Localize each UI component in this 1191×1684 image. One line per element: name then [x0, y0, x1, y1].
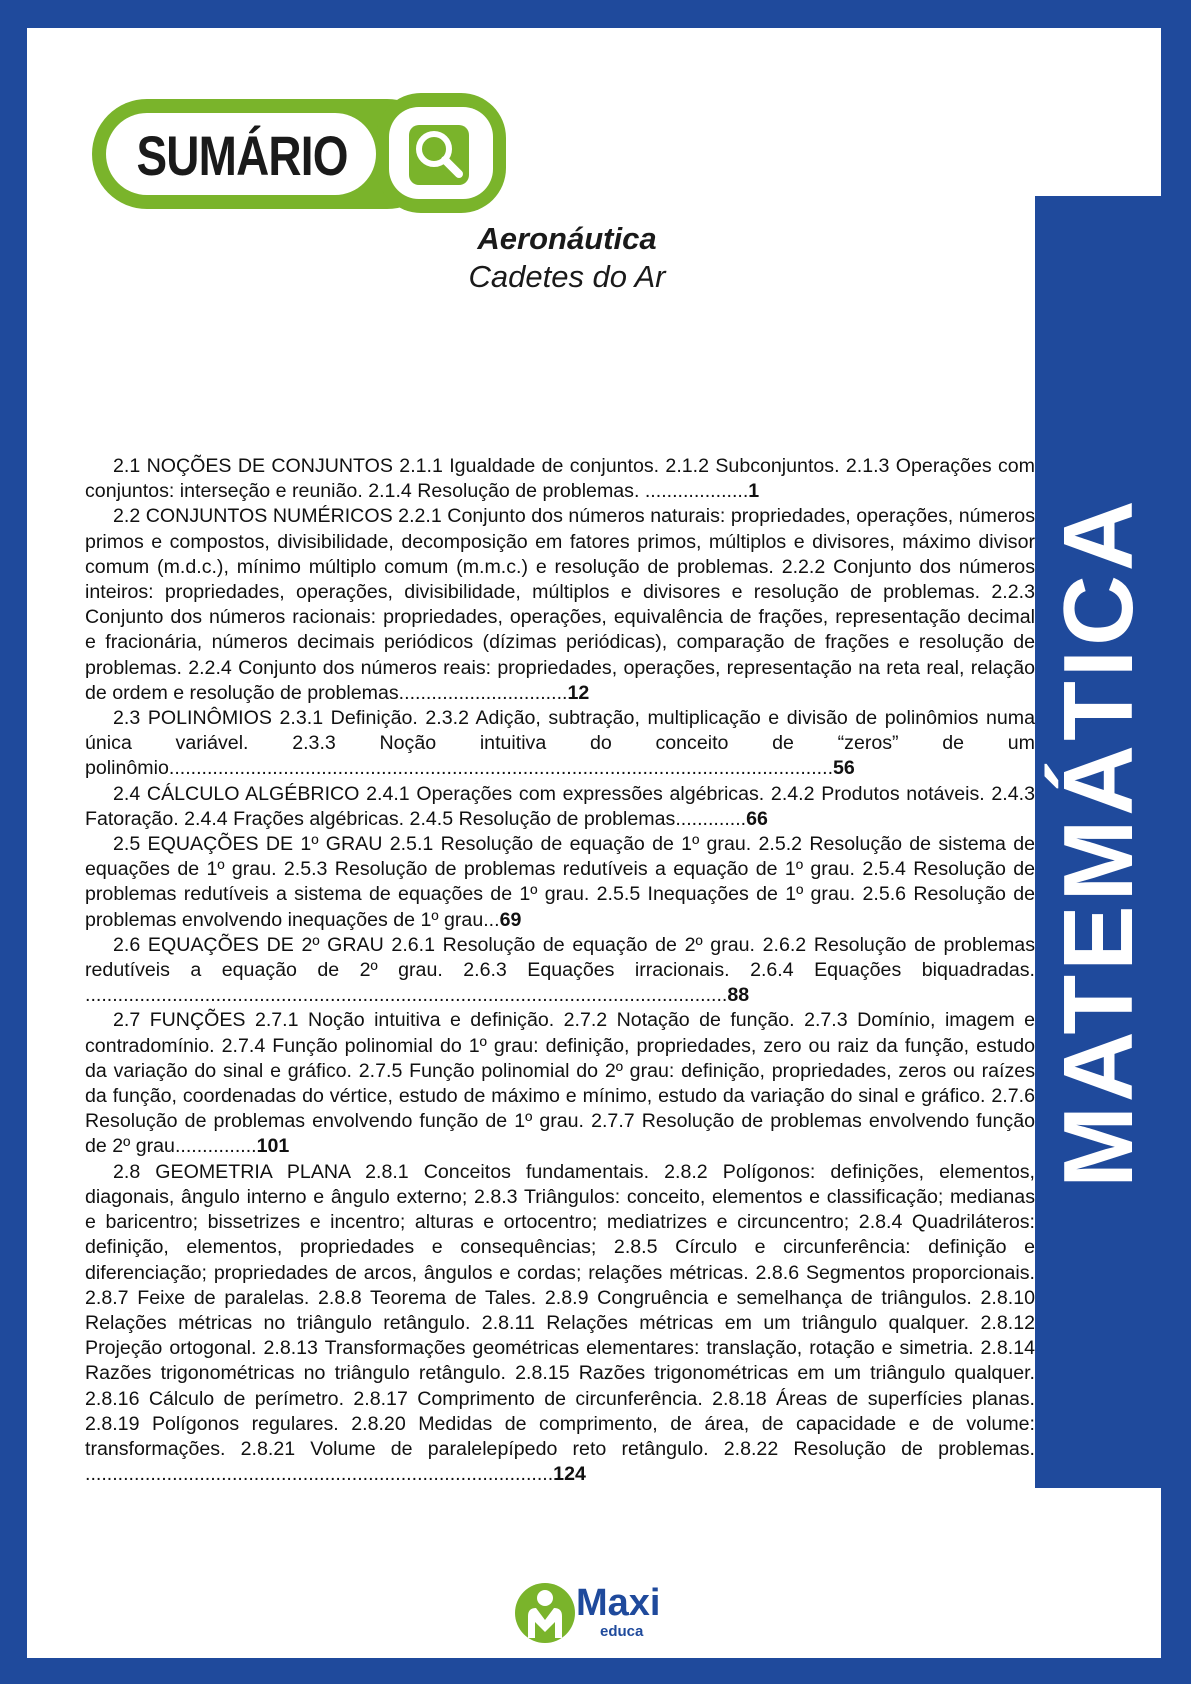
subject-sidebar [1035, 196, 1161, 1488]
toc-page-number: 66 [746, 807, 768, 830]
summary-badge-label: SUMÁRIO [136, 124, 348, 187]
page [27, 28, 1161, 1658]
toc-entry-2-4[interactable]: 2.4 CÁLCULO ALGÉBRICO 2.4.1 Operações com expressões algébricas. 2.4.2 Produtos notáveis. 2.4.3 Fatoração. 2.4.4 Frações algébricas. 2.4.5 Resolução de problemas.............66 [85, 782, 1035, 830]
subject-label: MATEMÁTICA [1043, 496, 1153, 1188]
toc-entry-2-3[interactable]: 2.3 POLINÔMIOS 2.3.1 Definição. 2.3.2 Adição, subtração, multiplicação e divisão de polinômios numa única variável. 2.3.3 Noção intuitiva do conceito de “zeros” de um polinômio..........................................................................................................................56 [85, 707, 1035, 780]
document-subtitle: Cadetes do Ar [468, 259, 666, 294]
toc-page-number: 88 [727, 984, 750, 1007]
toc-entry-2-2[interactable]: 2.2 CONJUNTOS NUMÉRICOS 2.2.1 Conjunto dos números naturais: propriedades, operações, números primos e compostos, divisibilidade, decomposição em fatores primos, múltiplos e divisores, máximo divisor comum (m.d.c.), mínimo múltiplo comum (m.m.c.) e resolução de problemas. 2.2.2 Conjunto dos números inteiros: propriedades, operações, divisibilidade, múltiplos e divisores e resolução de problemas. 2.2.3 Conjunto dos números racionais: propriedades, operações, equivalência de frações, representação decimal e fracionária, números decimais periódicos (dízimas periódicas), comparação de frações e resolução de problemas. 2.2.4 Conjunto dos números reais: propriedades, operações, representação na reta real, relação de ordem e resolução de problemas...............................12 [85, 505, 1035, 704]
maxi-brand-sub: educa [600, 1623, 644, 1640]
toc-page-number: 69 [499, 908, 522, 931]
toc-entry-2-7[interactable]: 2.7 FUNÇÕES 2.7.1 Noção intuitiva e definição. 2.7.2 Notação de função. 2.7.3 Domínio, imagem e contradomínio. 2.7.4 Função polinomial do 1º grau: definição, propriedades, zero ou raiz da função, estudo da variação do sinal e gráfico. 2.7.5 Função polinomial do 2º grau: definição, propriedades, zeros ou raízes da função, coordenadas do vértice, estudo de máximo e mínimo, estudo da variação do sinal e gráfico. 2.7.6 Resolução de problemas envolvendo função de 1º grau. 2.7.7 Resolução de problemas envolvendo função de 2º grau...............101 [85, 1009, 1035, 1158]
toc-entry-2-8[interactable]: 2.8 GEOMETRIA PLANA 2.8.1 Conceitos fundamentais. 2.8.2 Polígonos: definições, elementos, diagonais, ângulo interno e ângulo externo; 2.8.3 Triângulos: conceito, elementos e classificação; medianas e baricentro; bissetrizes e incentro; alturas e ortocentro; mediatrizes e circuncentro; 2.8.4 Quadriláteros: definição, elementos, propriedades e consequências; 2.8.5 Círculo e circunferência: definição e diferenciação; propriedades de arcos, ângulos e cordas; relações métricas. 2.8.6 Segmentos proporcionais. 2.8.7 Feixe de paralelas. 2.8.8 Teorema de Tales. 2.8.9 Congruência e semelhança de triângulos. 2.8.10 Relações métricas no triângulo retângulo. 2.8.11 Relações métricas em um triângulo qualquer. 2.8.12 Projeção ortogonal. 2.8.13 Transformações geométricas elementares: translação, rotação e simetria. 2.8.14 Razões trigonométricas no triângulo retângulo. 2.8.15 Razões trigonométricas em um triângulo qualquer. 2.8.16 Cálculo de perímetro. 2.8.17 Comprimento de circunferência. 2.8.18 Áreas de superfícies planas. 2.8.19 Polígonos regulares. 2.8.20 Medidas de comprimento, de área, de capacidade e de volume: transformações. 2.8.21 Volume de paralelepípedo reto retângulo. 2.8.22 Resolução de problemas. ......................................................................................124 [85, 1160, 1035, 1486]
maxi-brand-text: Maxi [576, 1582, 661, 1624]
maxi-person-icon [512, 1576, 582, 1646]
table-of-contents [85, 454, 1035, 1487]
toc-entry-2-5[interactable]: 2.5 EQUAÇÕES DE 1º GRAU 2.5.1 Resolução de equação de 1º grau. 2.5.2 Resolução de sistema de equações de 1º grau. 2.5.3 Resolução de problemas redutíveis a equação de 1º grau. 2.5.4 Resolução de problemas redutíveis a sistema de equações de 1º grau. 2.5.5 Inequações de 1º grau. 2.5.6 Resolução de problemas envolvendo inequações de 1º grau...69 [85, 833, 1035, 931]
toc-page-number: 1 [748, 480, 760, 503]
toc-page-number: 56 [833, 757, 855, 780]
hidden-heading: Matemática [428, 358, 626, 399]
toc-page-number: 101 [256, 1135, 290, 1158]
document-title: Aeronáutica [477, 221, 657, 256]
toc-page-number: 124 [553, 1463, 586, 1486]
toc-page-number: 12 [567, 681, 590, 704]
toc-entry-2-6[interactable]: 2.6 EQUAÇÕES DE 2º GRAU 2.6.1 Resolução de equação de 2º grau. 2.6.2 Resolução de problemas redutíveis a equação de 2º grau. 2.6.3 Equações irracionais. 2.6.4 Equações biquadradas. ......................................................................................................................88 [85, 933, 1035, 1007]
summary-badge [84, 85, 514, 235]
toc-entry-2-1[interactable]: 2.1 NOÇÕES DE CONJUNTOS 2.1.1 Igualdade de conjuntos. 2.1.2 Subconjuntos. 2.1.3 Operações com conjuntos: interseção e reunião. 2.1.4 Resolução de problemas. ...................1 [85, 455, 1035, 503]
maxi-educa-logo [512, 1576, 712, 1646]
